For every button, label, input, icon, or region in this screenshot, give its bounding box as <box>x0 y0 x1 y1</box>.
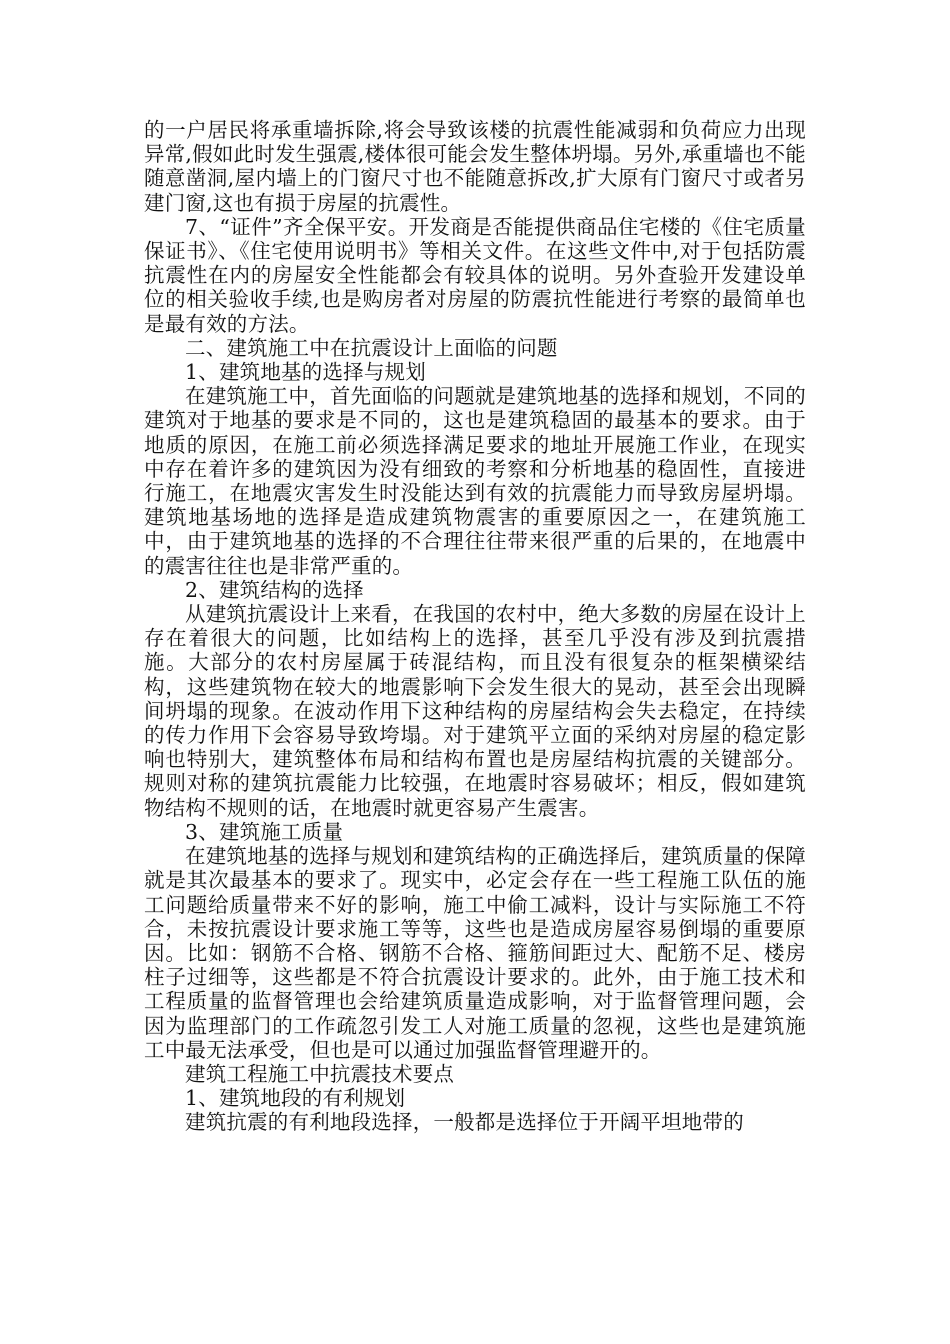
paragraph-structure: 从建筑抗震设计上来看，在我国的农村中，绝大多数的房屋在设计上存在着很大的问题，比如结构上的选择，甚至几乎没有涉及到抗震措施。大部分的农村房屋属于砖混结构，而且没有很复杂的框架横梁结构，这些建筑物在较大的地震影响下会发生很大的晃动，甚至会出现瞬间坍塌的现象。在波动作用下这种结构的房屋结构会失去稳定，在持续的传力作用下会容易导致垮塌。对于建筑平立面的采纳对房屋的稳定影响也特别大，建筑整体布局和结构布置也是房屋结构抗震的关键部分。规则对称的建筑抗震能力比较强，在地震时容易破坏；相反，假如建筑物结构不规则的话，在地震时就更容易产生震害。 <box>144 602 806 820</box>
paragraph-continued: 的一户居民将承重墙拆除,将会导致该楼的抗震性能减弱和负荷应力出现异常,假如此时发生强震,楼体很可能会发生整体坍塌。另外,承重墙也不能随意凿洞,屋内墙上的门窗尺寸也不能随意拆改,扩大原有门窗尺寸或者另建门窗,这也有损于房屋的抗震性。 <box>144 118 806 215</box>
paragraph-certificates: 7、“证件”齐全保平安。开发商是否能提供商品住宅楼的《住宅质量保证书》、《住宅使用说明书》等相关文件。在这些文件中,对于包括防震抗震性在内的房屋安全性能都会有较具体的说明。另外查验开发建设单位的相关验收手续,也是购房者对房屋的防震抗性能进行考察的最简单也是最有效的方法。 <box>144 214 806 336</box>
subsection-heading: 1、建筑地基的选择与规划 <box>185 360 426 385</box>
paragraph-site-selection: 建筑抗震的有利地段选择，一般都是选择位于开阔平坦地带的 <box>185 1110 744 1135</box>
section-heading: 建筑工程施工中抗震技术要点 <box>185 1061 455 1086</box>
subsection-heading: 1、建筑地段的有利规划 <box>185 1086 406 1111</box>
section-heading: 二、建筑施工中在抗震设计上面临的问题 <box>185 335 558 360</box>
paragraph-foundation: 在建筑施工中，首先面临的问题就是建筑地基的选择和规划，不同的建筑对于地基的要求是不同的，这也是建筑稳固的最基本的要求。由于地质的原因，在施工前必须选择满足要求的地址开展施工作业，在现实中存在着许多的建筑因为没有细致的考察和分析地基的稳固性，直接进行施工，在地震灾害发生时没能达到有效的抗震能力而导致房屋坍塌。建筑地基场地的选择是造成建筑物震害的重要原因之一，在建筑施工中，由于建筑地基的选择的不合理往往带来很严重的后果的，在地震中的震害往往也是非常严重的。 <box>144 384 806 578</box>
paragraph-quality: 在建筑地基的选择与规划和建筑结构的正确选择后，建筑质量的保障就是其次最基本的要求了。现实中，必定会存在一些工程施工队伍的施工问题给质量带来不好的影响，施工中偷工减料，设计与实际施工不符合，未按抗震设计要求施工等等，这些也是造成房屋容易倒塌的重要原因。比如：钢筋不合格、钢筋不合格、箍筋间距过大、配筋不足、楼房柱子过细等，这些都是不符合抗震设计要求的。此外，由于施工技术和工程质量的监督管理也会给建筑质量造成影响，对于监督管理问题，会因为监理部门的工作疏忽引发工人对施工质量的忽视，这些也是建筑施工中最无法承受，但也是可以通过加强监督管理避开的。 <box>144 844 806 1062</box>
subsection-heading: 2、建筑结构的选择 <box>185 577 364 602</box>
subsection-heading: 3、建筑施工质量 <box>185 819 344 844</box>
document-page <box>144 118 806 1135</box>
